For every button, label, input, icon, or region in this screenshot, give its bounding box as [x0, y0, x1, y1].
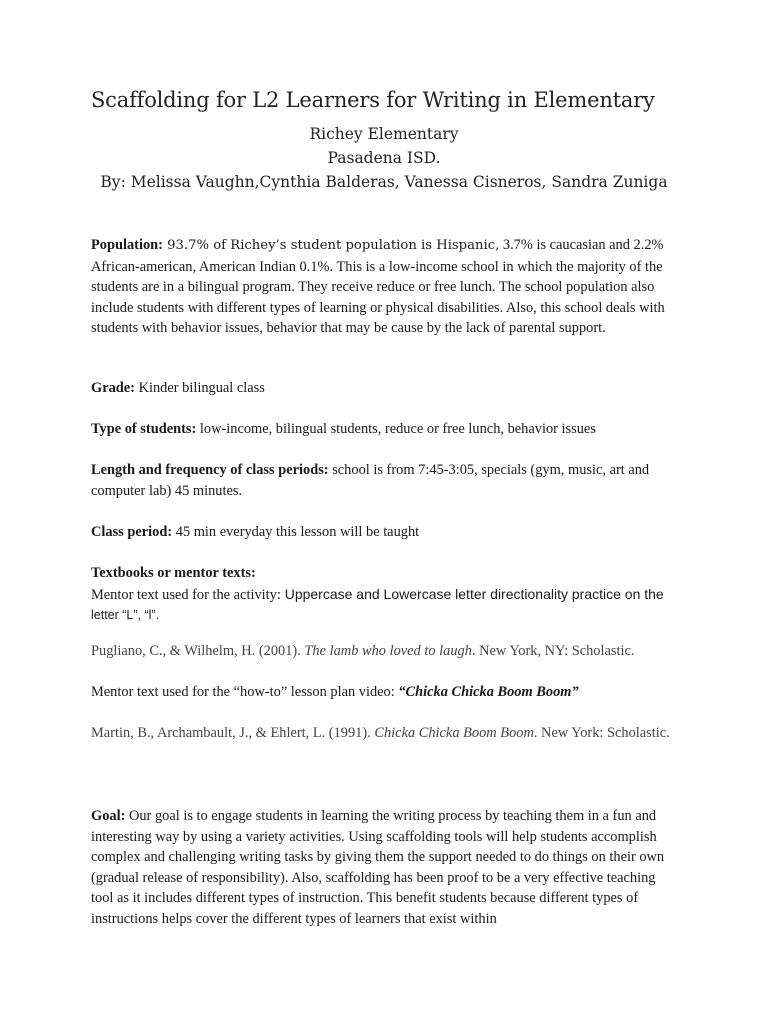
- student-types-label: Type of students:: [91, 421, 197, 437]
- video-mentor-intro: Mentor text used for the “how-to” lesson plan video:: [91, 684, 395, 700]
- reference-publisher: . New York: Scholastic.: [533, 725, 670, 741]
- reference-martin: [91, 723, 679, 744]
- class-period-paragraph: [91, 522, 679, 543]
- document-title: Scaffolding for L2 Learners for Writing in Elementary: [91, 88, 655, 112]
- class-length-label: Length and frequency of class periods:: [91, 462, 329, 478]
- class-length-value: school is from 7:45-3:05, specials (gym, music, art and computer lab) 45 minutes.: [91, 462, 650, 499]
- textbooks-paragraph: [91, 563, 679, 626]
- textbooks-label: Textbooks or mentor texts:: [91, 565, 256, 581]
- goal-paragraph: [91, 806, 679, 929]
- grade-paragraph: [91, 378, 679, 399]
- reference-title: The lamb who loved to laugh: [304, 643, 472, 659]
- class-length-paragraph: [91, 460, 679, 501]
- reference-title: Chicka Chicka Boom Boom: [374, 725, 534, 741]
- reference-pugliano: [91, 641, 679, 662]
- activity-description: Uppercase and Lowercase letter directionality practice on the: [280, 585, 664, 602]
- student-types-paragraph: [91, 419, 679, 440]
- population-stat: 93.7% of Richey’s student population is Hispanic,: [162, 238, 500, 253]
- textbooks-intro: Mentor text used for the activity:: [91, 586, 281, 603]
- video-mentor-paragraph: [91, 682, 679, 703]
- class-period-label: Class period:: [91, 524, 173, 540]
- activity-letters: letter “L”, “l”.: [91, 608, 160, 622]
- population-label: Population:: [91, 237, 163, 253]
- reference-authors: Pugliano, C., & Wilhelm, H. (2001).: [91, 643, 301, 659]
- population-paragraph: [91, 235, 679, 339]
- school-name: Richey Elementary: [309, 125, 459, 143]
- student-types-value: low-income, bilingual students, reduce or free lunch, behavior issues: [196, 421, 596, 437]
- goal-label: Goal:: [91, 808, 126, 824]
- class-period-value: 45 min everyday this lesson will be taught: [172, 524, 420, 540]
- grade-value: Kinder bilingual class: [134, 380, 265, 396]
- reference-publisher: . New York, NY: Scholastic.: [471, 643, 635, 659]
- reference-authors: Martin, B., Archambault, J., & Ehlert, L. (1991).: [91, 725, 371, 741]
- video-mentor-book: “Chicka Chicka Boom Boom”: [398, 684, 579, 700]
- authors-line: By: Melissa Vaughn,Cynthia Balderas, Vanessa Cisneros, Sandra Zuniga: [100, 173, 668, 191]
- goal-text: Our goal is to engage students in learning the writing process by teaching them in a fun and interesting way by using a variety activities. Using scaffolding tools will help students accomplish complex and challenging writing tasks by giving them the support needed to do things on their own (gradual release of responsibility). Also, scaffolding has been proof to be a very effective teaching tool as it includes different types of instruction. This benefit students because different types of instructions helps cover the different types of learners that exist within: [91, 808, 665, 927]
- grade-label: Grade:: [91, 380, 135, 396]
- population-text: 3.7% is caucasian and 2.2% African-american, American Indian 0.1%. This is a low-income school in which the majority of the students are in a bilingual program. They receive reduce or free lunch. The school population also include students with different types of learning or physical disabilities. Also, this school deals with students with behavior issues, behavior that may be cause by the lack of parental support.: [91, 237, 665, 336]
- district-name: Pasadena ISD.: [327, 149, 441, 167]
